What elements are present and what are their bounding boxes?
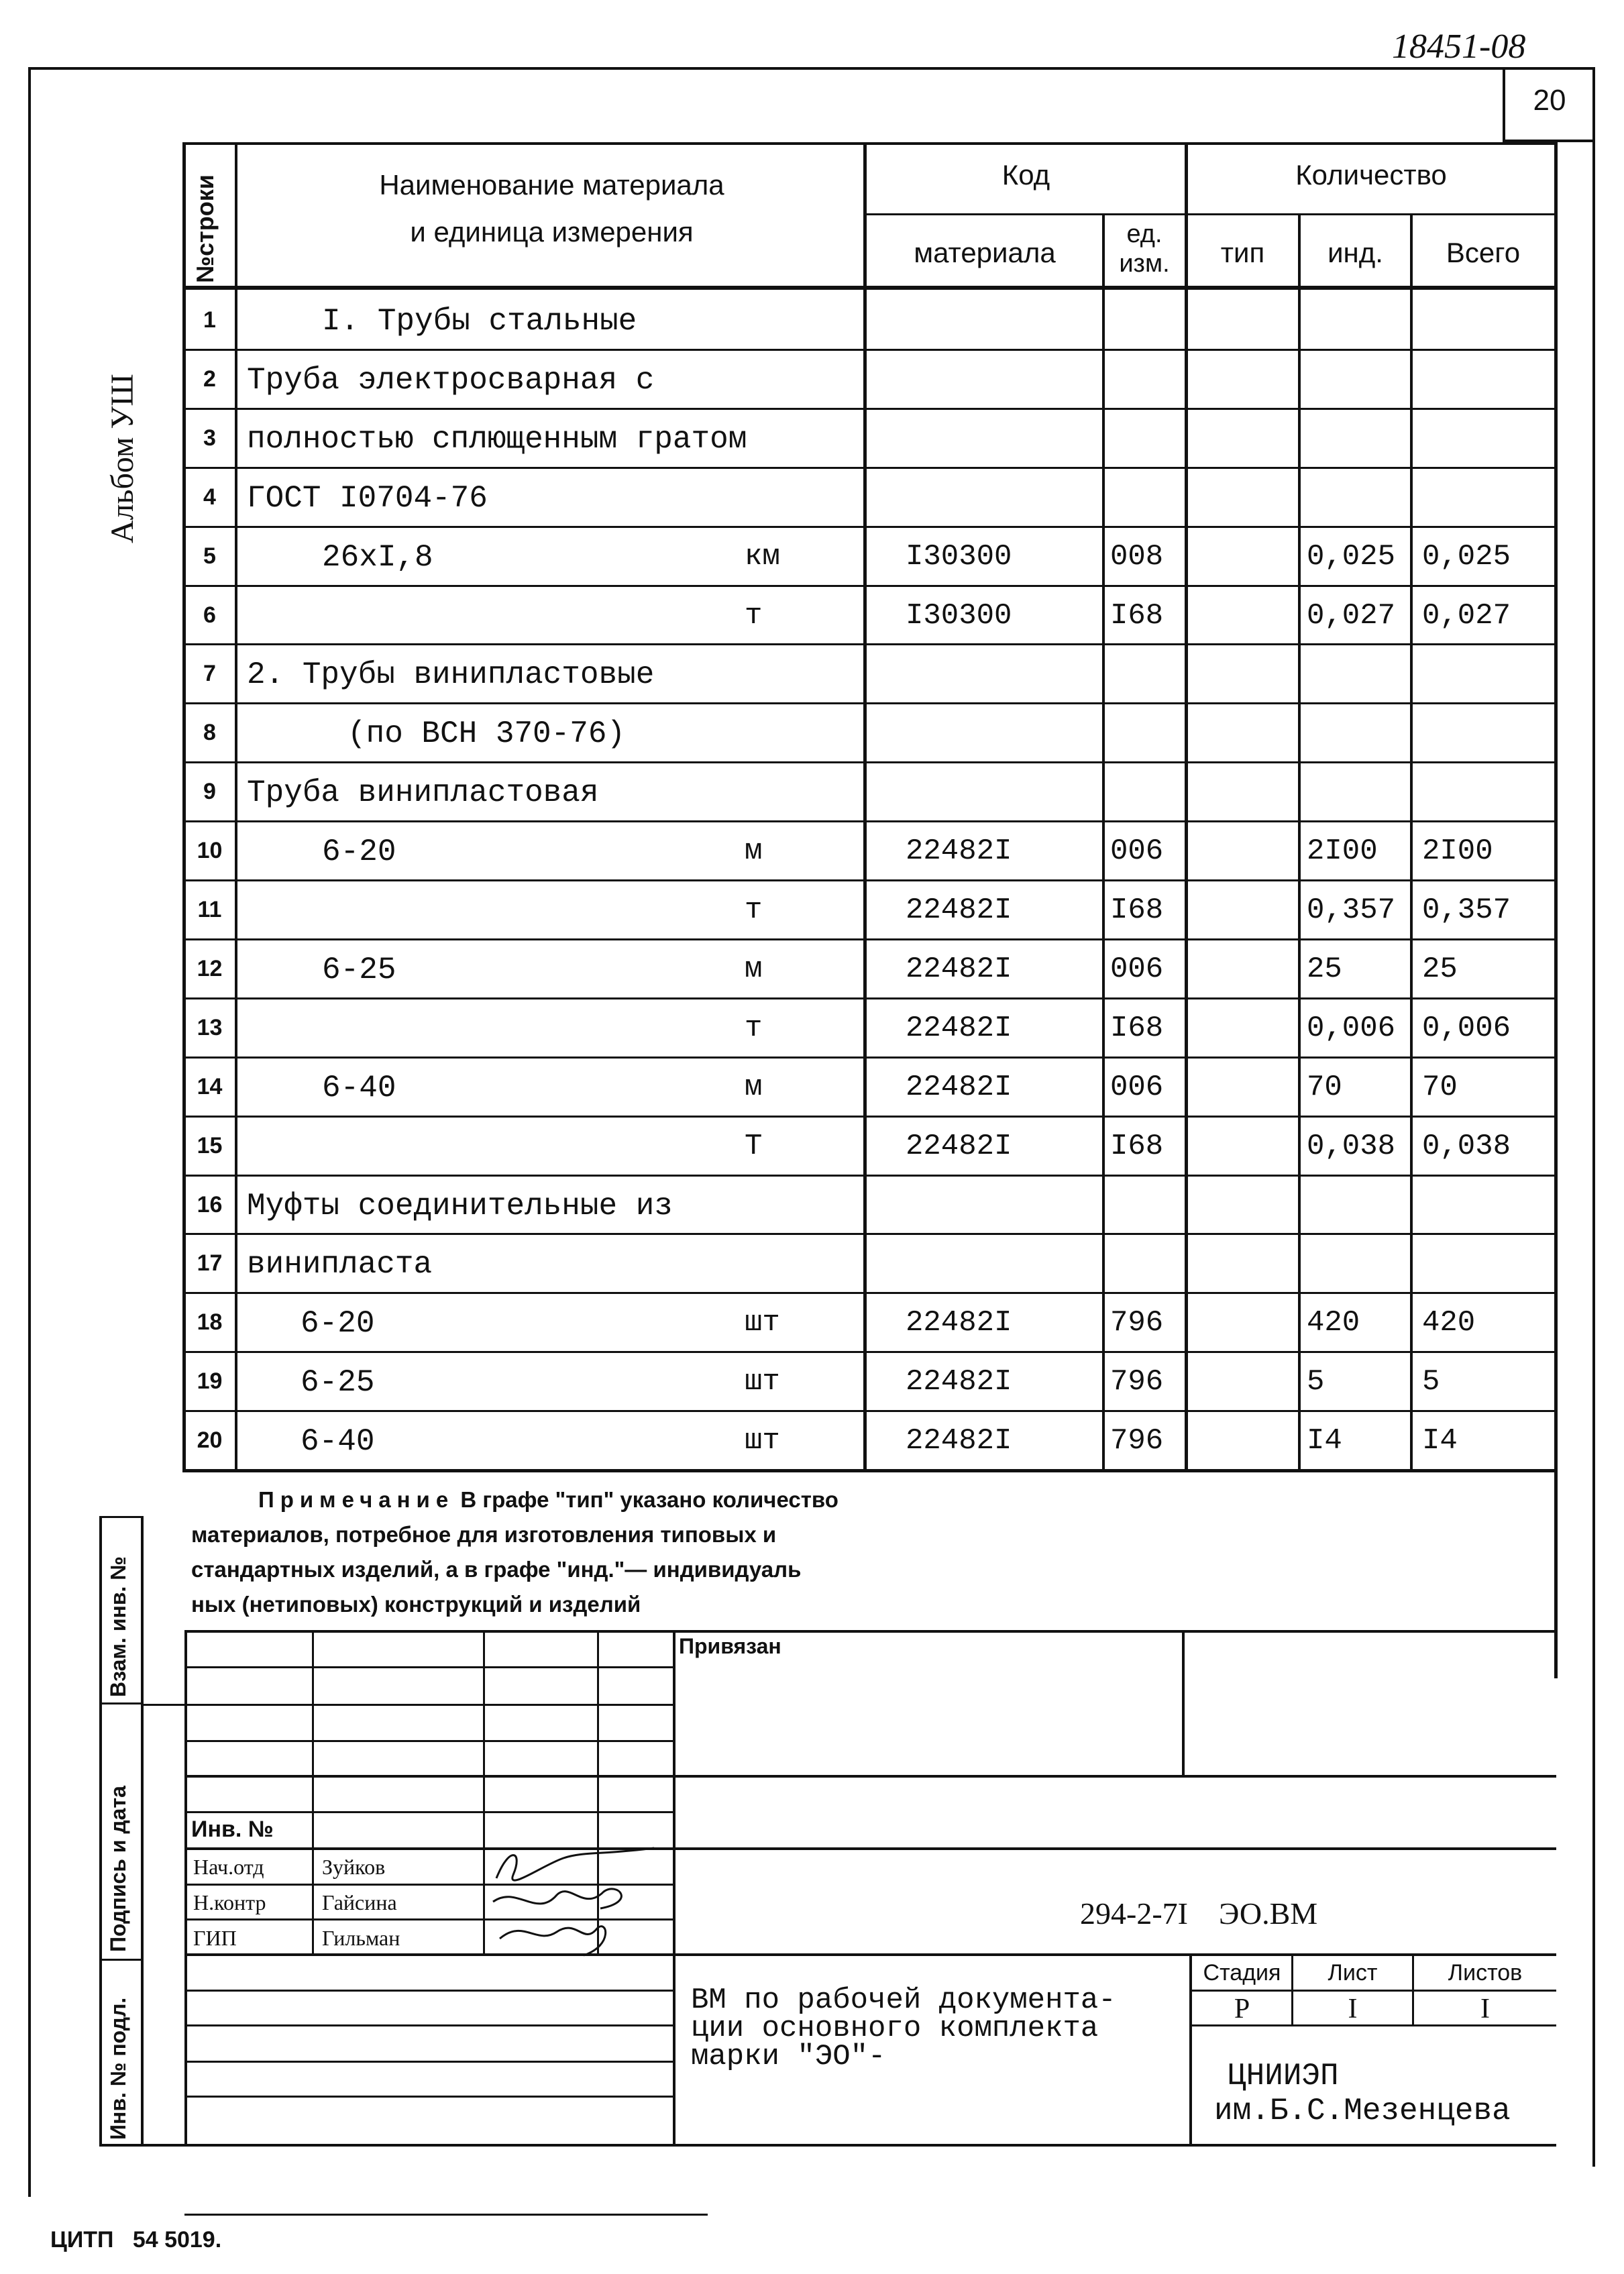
cell-uom: 796 xyxy=(1110,1306,1164,1340)
cell-ind: 0,025 xyxy=(1307,540,1396,574)
row-number: 19 xyxy=(197,1368,223,1394)
header-individual: инд. xyxy=(1328,237,1383,268)
cell-unit: т xyxy=(745,894,763,927)
sheets-label: Листов xyxy=(1448,1960,1523,1986)
stage-label: Стадия xyxy=(1203,1960,1281,1986)
name-3: Гильман xyxy=(322,1926,400,1950)
cell-unit: т xyxy=(745,599,763,633)
cell-uom: 006 xyxy=(1110,953,1164,986)
row-number: 12 xyxy=(197,956,223,981)
header-material: материала xyxy=(914,237,1056,268)
row-number: 14 xyxy=(197,1074,223,1099)
cell-unit: шт xyxy=(745,1306,780,1340)
cell-uom: I68 xyxy=(1110,1130,1164,1163)
row-number: 8 xyxy=(203,720,216,745)
cell-code: 22482I xyxy=(906,1130,1012,1163)
cell-unit: км xyxy=(745,540,780,574)
row-number: 20 xyxy=(197,1427,223,1453)
cell-code: 22482I xyxy=(906,1424,1012,1458)
cell-code: 22482I xyxy=(906,834,1012,868)
role-1: Нач.отд xyxy=(193,1855,264,1879)
stage-value: Р xyxy=(1234,1994,1250,2024)
row-number: 9 xyxy=(203,779,216,804)
row-number: 15 xyxy=(197,1133,223,1158)
designation: 294-2-7I ЭО.ВМ xyxy=(1080,1896,1318,1931)
sheets-value: I xyxy=(1480,1994,1490,2024)
cell-unit: Т xyxy=(745,1130,763,1163)
role-3: ГИП xyxy=(193,1926,237,1950)
cell-total: 420 xyxy=(1422,1306,1476,1340)
note-line2: материалов, потребное для изготовления типовых и xyxy=(191,1522,777,1547)
row-number: 1 xyxy=(203,307,216,333)
cell-total: 0,027 xyxy=(1422,599,1511,633)
cell-uom: I68 xyxy=(1110,599,1164,633)
cell-code: I30300 xyxy=(906,540,1012,574)
row-number: 11 xyxy=(197,897,222,922)
cell-code: 22482I xyxy=(906,1071,1012,1104)
cell-unit: т xyxy=(745,1012,763,1045)
cell-ind: 25 xyxy=(1307,953,1342,986)
cell-total: 0,006 xyxy=(1422,1012,1511,1045)
cell-ind: 2I00 xyxy=(1307,834,1378,868)
cell-name: Труба винипластовая xyxy=(247,775,599,810)
row-number: 5 xyxy=(203,543,216,569)
header-code: Код xyxy=(1002,159,1050,191)
row-number: 10 xyxy=(197,838,223,863)
row-number: 6 xyxy=(203,602,216,628)
cell-code: 22482I xyxy=(906,953,1012,986)
cell-ind: 420 xyxy=(1307,1306,1360,1340)
cell-total: I4 xyxy=(1422,1424,1458,1458)
cell-name: 6-25 xyxy=(301,1365,375,1400)
row-number: 17 xyxy=(197,1250,223,1276)
cell-name: 6-20 xyxy=(322,834,396,869)
row-number: 18 xyxy=(197,1309,223,1335)
cell-ind: I4 xyxy=(1307,1424,1342,1458)
org-line2: им.Б.С.Мезенцева xyxy=(1214,2094,1511,2128)
cell-name: Муфты соединительные из xyxy=(247,1189,673,1224)
note-line1: В графе "тип" указано количество xyxy=(460,1487,838,1512)
note-line4: ных (нетиповых) конструкций и изделий xyxy=(191,1592,641,1617)
cell-name: 26xI,8 xyxy=(322,540,433,575)
title-line3: марки "ЭО"- xyxy=(691,2040,886,2073)
header-name: Наименование материала xyxy=(379,169,724,201)
cell-name: ГОСТ I0704-76 xyxy=(247,481,488,516)
row-number: 16 xyxy=(197,1192,223,1217)
cell-unit: м xyxy=(745,953,763,986)
cell-unit: м xyxy=(745,1071,763,1104)
privyazan-label: Привязан xyxy=(679,1634,781,1658)
row-number: 3 xyxy=(203,425,216,451)
row-number: 2 xyxy=(203,366,216,392)
cell-total: 2I00 xyxy=(1422,834,1493,868)
cell-unit: м xyxy=(745,834,763,868)
cell-name: 6-25 xyxy=(322,953,396,987)
sheet-label: Лист xyxy=(1328,1960,1378,1986)
org-line1: ЦНИИЭП xyxy=(1228,2059,1339,2094)
frame-left xyxy=(28,67,31,2197)
footer-code: ЦИТП 54 5019. xyxy=(50,2227,222,2253)
document-number: 18451-08 xyxy=(1392,28,1526,66)
cell-total: 25 xyxy=(1422,953,1458,986)
cell-unit: шт xyxy=(745,1365,780,1399)
cell-ind: 5 xyxy=(1307,1365,1325,1399)
role-2: Н.контр xyxy=(193,1890,266,1914)
row-number: 13 xyxy=(197,1015,223,1040)
header-total: Всего xyxy=(1446,237,1521,268)
name-2: Гайсина xyxy=(322,1890,397,1914)
cell-code: I30300 xyxy=(906,599,1012,633)
header-unit-2: изм. xyxy=(1119,250,1170,278)
signatures xyxy=(483,1838,684,1959)
side-podpis: Подпись и дата xyxy=(106,1786,130,1952)
cell-uom: 006 xyxy=(1110,834,1164,868)
album-label: Альбом УШ xyxy=(105,374,140,543)
header-type: тип xyxy=(1220,237,1265,268)
frame-right xyxy=(1592,67,1595,2167)
sheet-value: I xyxy=(1348,1994,1358,2024)
cell-total: 0,357 xyxy=(1422,894,1511,927)
header-row-no: №строки xyxy=(191,174,219,283)
side-inv-podl: Инв. № подл. xyxy=(106,1997,130,2140)
frame-top xyxy=(28,67,1594,70)
row-number: 7 xyxy=(203,661,216,686)
cell-ind: 0,006 xyxy=(1307,1012,1396,1045)
header-quantity: Количество xyxy=(1295,159,1447,191)
note-line3: стандартных изделий, а в графе "инд."— индивидуаль xyxy=(191,1557,802,1582)
name-1: Зуйков xyxy=(322,1855,386,1879)
side-vzam: Взам. инв. № xyxy=(106,1556,130,1697)
cell-uom: 006 xyxy=(1110,1071,1164,1104)
cell-name: Труба электросварная с xyxy=(247,363,655,398)
cell-uom: I68 xyxy=(1110,1012,1164,1045)
cell-ind: 0,357 xyxy=(1307,894,1396,927)
sheet-number: 20 xyxy=(1533,84,1566,117)
row-number: 4 xyxy=(203,484,216,510)
cell-code: 22482I xyxy=(906,1012,1012,1045)
cell-total: 5 xyxy=(1422,1365,1440,1399)
cell-name: винипласта xyxy=(247,1247,433,1282)
cell-ind: 0,027 xyxy=(1307,599,1396,633)
cell-code: 22482I xyxy=(906,1306,1012,1340)
cell-name: 6-40 xyxy=(301,1424,375,1459)
title-line1: ВМ по рабочей документа- xyxy=(691,1984,1116,2017)
cell-uom: 796 xyxy=(1110,1424,1164,1458)
note-block xyxy=(191,1482,838,1622)
header-name-2: и единица измерения xyxy=(410,216,694,248)
cell-name: 6-40 xyxy=(322,1071,396,1105)
cell-unit: шт xyxy=(745,1424,780,1458)
cell-code: 22482I xyxy=(906,1365,1012,1399)
cell-code: 22482I xyxy=(906,894,1012,927)
cell-ind: 0,038 xyxy=(1307,1130,1396,1163)
cell-name: 2. Трубы винипластовые xyxy=(247,657,655,692)
inv-no-label: Инв. № xyxy=(191,1817,274,1842)
cell-name: (по ВСН 370-76) xyxy=(347,716,626,751)
cell-uom: I68 xyxy=(1110,894,1164,927)
cell-name: I. Трубы стальные xyxy=(322,304,637,339)
cell-total: 0,038 xyxy=(1422,1130,1511,1163)
header-unit: ед. xyxy=(1126,220,1162,248)
cell-name: 6-20 xyxy=(301,1306,375,1341)
cell-total: 0,025 xyxy=(1422,540,1511,574)
cell-total: 70 xyxy=(1422,1071,1458,1104)
title-line2: ции основного комплекта xyxy=(691,2012,1099,2045)
cell-name: полностью сплющенным гратом xyxy=(247,422,747,457)
cell-uom: 796 xyxy=(1110,1365,1164,1399)
cell-uom: 008 xyxy=(1110,540,1164,574)
note-title: Примечание xyxy=(258,1487,455,1512)
cell-ind: 70 xyxy=(1307,1071,1342,1104)
